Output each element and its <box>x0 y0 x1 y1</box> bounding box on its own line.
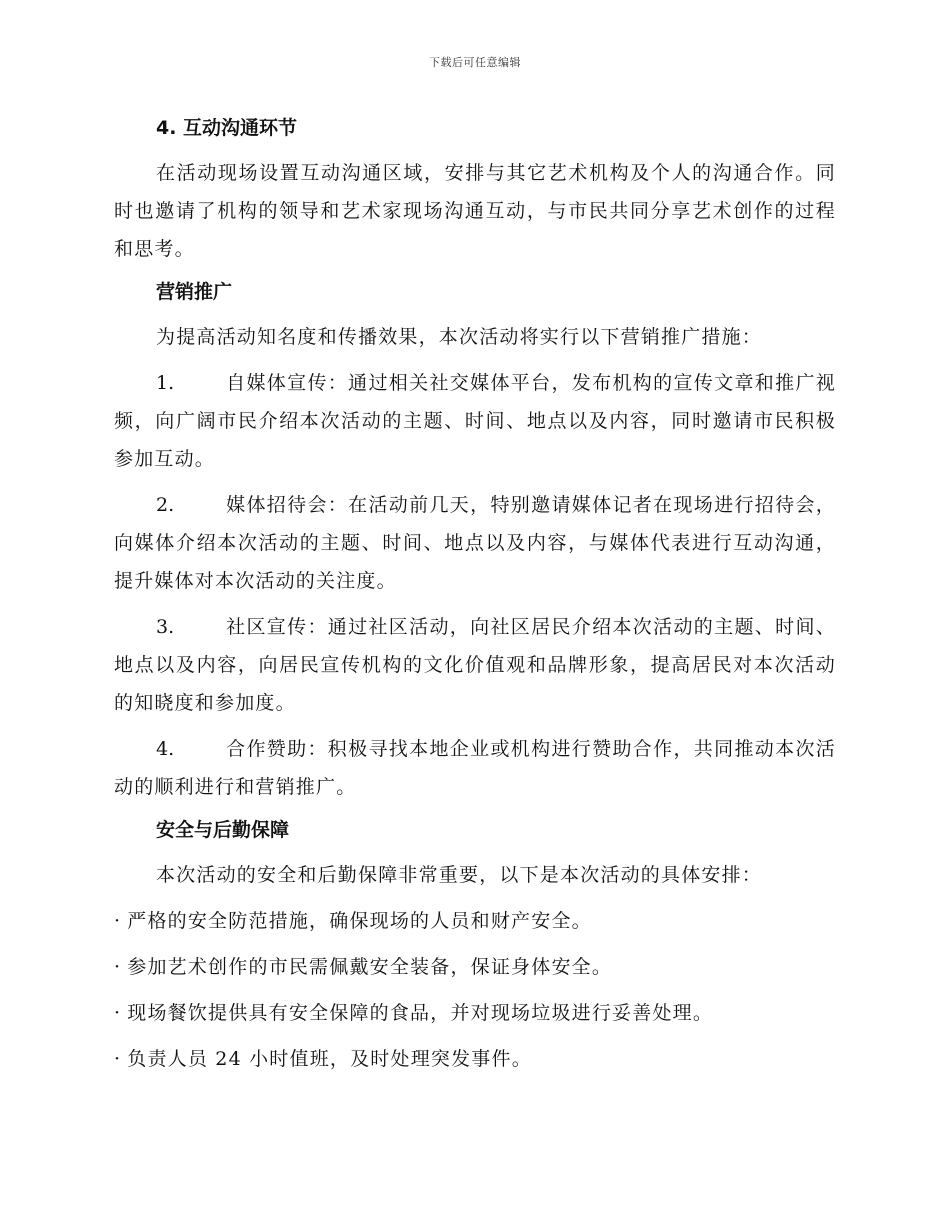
page-header: 下载后可任意编辑 <box>429 56 521 69</box>
marketing-item-text: 合作赞助：积极寻找本地企业或机构进行赞助合作，共同推动本次活动的顺利进行和营销推广。 <box>114 738 836 798</box>
safety-bullet-item <box>114 902 836 940</box>
marketing-item-text: 自媒体宣传：通过相关社交媒体平台，发布机构的宣传文章和推广视频，向广阔市民介绍本次活动的主题、时间、地点以及内容，同时邀请市民积极参加互动。 <box>114 372 836 470</box>
bullet-dot-icon: · <box>114 1002 122 1024</box>
marketing-item <box>114 730 836 806</box>
paragraph-marketing-intro: 为提高活动知名度和传播效果，本次活动将实行以下营销推广措施： <box>156 326 763 348</box>
safety-bullet-item <box>114 1040 836 1078</box>
safety-bullet-text: 现场餐饮提供具有安全保障的食品，并对现场垃圾进行妥善处理。 <box>127 1002 714 1024</box>
paragraph-safety-intro: 本次活动的安全和后勤保障非常重要，以下是本次活动的具体安排： <box>156 864 763 886</box>
bullet-dot-icon: · <box>114 910 122 932</box>
marketing-item-number: 4. <box>156 738 175 760</box>
bullet-dot-icon: · <box>114 1048 122 1070</box>
document-body <box>114 112 836 1086</box>
safety-bullet-text: 负责人员 24 小时值班，及时处理突发事件。 <box>127 1048 532 1070</box>
marketing-item-number: 3. <box>156 616 175 638</box>
marketing-item-text: 媒体招待会：在活动前几天，特别邀请媒体记者在现场进行招待会，向媒体介绍本次活动的主题、时间、地点以及内容，与媒体代表进行互动沟通，提升媒体对本次活动的关注度。 <box>114 494 836 592</box>
marketing-item <box>114 608 836 722</box>
marketing-item-number: 1. <box>156 372 175 394</box>
marketing-item <box>114 364 836 478</box>
marketing-item <box>114 486 836 600</box>
marketing-item-text: 社区宣传：通过社区活动，向社区居民介绍本次活动的主题、时间、地点以及内容，向居民宣传机构的文化价值观和品牌形象，提高居民对本次活动的知晓度和参加度。 <box>114 616 836 714</box>
safety-bullet-text: 参加艺术创作的市民需佩戴安全装备，保证身体安全。 <box>127 956 613 978</box>
heading-safety: 安全与后勤保障 <box>156 819 290 841</box>
heading-interaction: 4. 互动沟通环节 <box>156 117 298 139</box>
safety-bullet-item <box>114 994 836 1032</box>
safety-bullet-text: 严格的安全防范措施，确保现场的人员和财产安全。 <box>127 910 592 932</box>
marketing-item-number: 2. <box>156 494 175 516</box>
bullet-dot-icon: · <box>114 956 122 978</box>
safety-bullet-item <box>114 948 836 986</box>
paragraph-interaction: 在活动现场设置互动沟通区域，安排与其它艺术机构及个人的沟通合作。同时也邀请了机构的领导和艺术家现场沟通互动，与市民共同分享艺术创作的过程和思考。 <box>114 162 836 260</box>
heading-marketing: 营销推广 <box>156 281 233 303</box>
